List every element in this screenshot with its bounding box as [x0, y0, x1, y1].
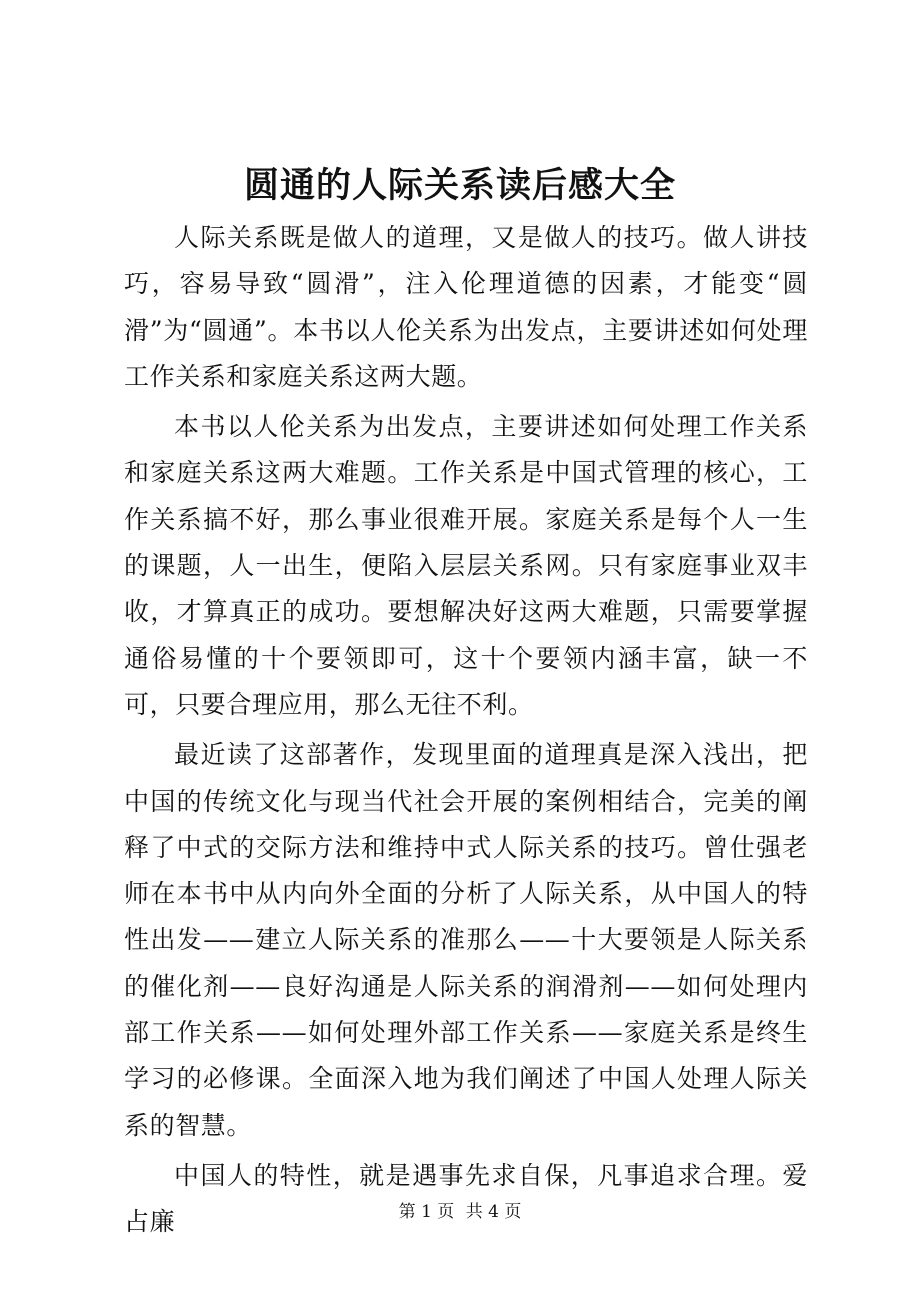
document-body — [124, 215, 808, 1250]
page-total: 共 4 页 — [465, 1202, 522, 1222]
paragraph-1: 人际关系既是做人的道理，又是做人的技巧。做人讲技巧，容易导致“圆滑”，注入伦理道德的因素，才能变“圆滑”为“圆通”。本书以人伦关系为出发点，主要讲述如何处理工作关系和家庭关系这两大题。 — [124, 223, 808, 391]
document-title: 圆通的人际关系读后感大全 — [243, 165, 676, 206]
paragraph-4: 中国人的特性，就是遇事先求自保，凡事追求合理。爱占廉 — [124, 1160, 808, 1237]
page-footer — [0, 1200, 920, 1224]
page-number: 第 1 页 — [398, 1202, 455, 1222]
paragraph-2: 本书以人伦关系为出发点，主要讲述如何处理工作关系和家庭关系这两大难题。工作关系是中国式管理的核心，工作关系搞不好，那么事业很难开展。家庭关系是每个人一生的课题，人一出生，便陷入层层关系网。只有家庭事业双丰收，才算真正的成功。要想解决好这两大难题，只需要掌握通俗易懂的十个要领即可，这十个要领内涵丰富，缺一不可，只要合理应用，那么无往不利。 — [124, 412, 808, 719]
paragraph-3: 最近读了这部著作，发现里面的道理真是深入浅出，把中国的传统文化与现当代社会开展的案例相结合，完美的阐释了中式的交际方法和维持中式人际关系的技巧。曾仕强老师在本书中从内向外全面的分析了人际关系，从中国人的特性出发——建立人际关系的准那么——十大要领是人际关系的催化剂——良好沟通是人际关系的润滑剂——如何处理内部工作关系——如何处理外部工作关系——家庭关系是终生学习的必修课。全面深入地为我们阐述了中国人处理人际关系的智慧。 — [124, 740, 808, 1140]
